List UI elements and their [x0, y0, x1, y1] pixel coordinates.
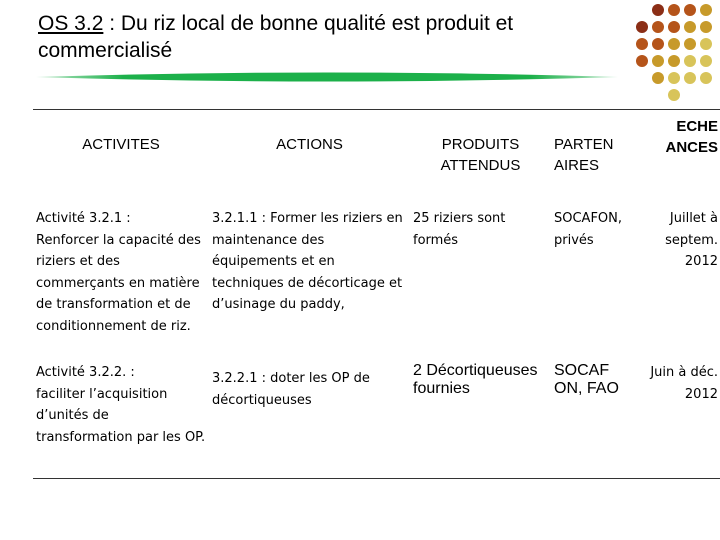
green-divider	[36, 70, 618, 84]
decorative-dot	[700, 4, 712, 16]
activite-text: faciliter l’acquisition d’unités de transformation par les OP.	[36, 386, 206, 445]
partenaires-cell: SOCAFON, privés	[554, 211, 623, 248]
title-code: OS 3.2	[38, 12, 104, 35]
decorative-dot	[700, 21, 712, 33]
activite-cell	[33, 206, 209, 360]
decorative-dot	[668, 4, 680, 16]
decorative-dot	[636, 38, 648, 50]
produit-cell: 2 Décortiqueuses fournies	[410, 360, 551, 479]
decorative-dot	[684, 38, 696, 50]
decorative-dot	[652, 55, 664, 67]
header-actions: ACTIONS	[209, 110, 410, 207]
decorative-dot	[636, 55, 648, 67]
activite-code: Activité 3.2.1 :	[36, 211, 131, 226]
header-produits: PRODUITS ATTENDUS	[410, 110, 551, 207]
echeance-cell: Juillet à septem. 2012	[665, 211, 718, 269]
activite-text: Renforcer la capacité des riziers et des commerçants en matière de transformation et de conditionnement de riz.	[36, 232, 201, 334]
produit-cell: 25 riziers sont formés	[413, 211, 506, 248]
decorative-dot	[668, 21, 680, 33]
table-header-row	[33, 110, 720, 207]
action-cell: 3.2.1.1 : Former les riziers en maintenance des équipements et en techniques de décorticage et d’usinage du paddy,	[212, 211, 403, 312]
decorative-dot	[668, 72, 680, 84]
decorative-dot	[700, 38, 712, 50]
decorative-dot	[652, 4, 664, 16]
header-echeances: ECHE ANCES	[640, 110, 720, 207]
table-row	[33, 206, 720, 360]
header-activites: ACTIVITES	[33, 110, 209, 207]
decorative-dot	[668, 89, 680, 101]
title-text: : Du riz local de bonne qualité est produit et commercialisé	[38, 12, 514, 62]
slide-title	[38, 10, 628, 64]
decorative-dot	[684, 55, 696, 67]
header-partenaires: PARTEN AIRES	[551, 110, 640, 207]
activite-cell	[33, 360, 209, 479]
decorative-dot	[700, 72, 712, 84]
table-row	[33, 360, 720, 479]
partenaires-cell: SOCAF ON, FAO	[551, 360, 640, 479]
decorative-dot	[636, 21, 648, 33]
activite-code: Activité 3.2.2. :	[36, 365, 135, 380]
decorative-dot	[652, 38, 664, 50]
decorative-dot	[684, 21, 696, 33]
action-cell: 3.2.2.1 : doter les OP de décortiqueuses	[209, 360, 410, 479]
echeance-cell: Juin à déc. 2012	[640, 360, 720, 479]
decorative-dot	[668, 55, 680, 67]
decorative-dot	[652, 21, 664, 33]
decorative-dot	[684, 4, 696, 16]
decorative-dot	[652, 72, 664, 84]
decorative-dot-grid	[636, 4, 720, 114]
decorative-dot	[700, 55, 712, 67]
decorative-dot	[668, 38, 680, 50]
decorative-dot	[684, 72, 696, 84]
activities-table	[33, 109, 720, 479]
